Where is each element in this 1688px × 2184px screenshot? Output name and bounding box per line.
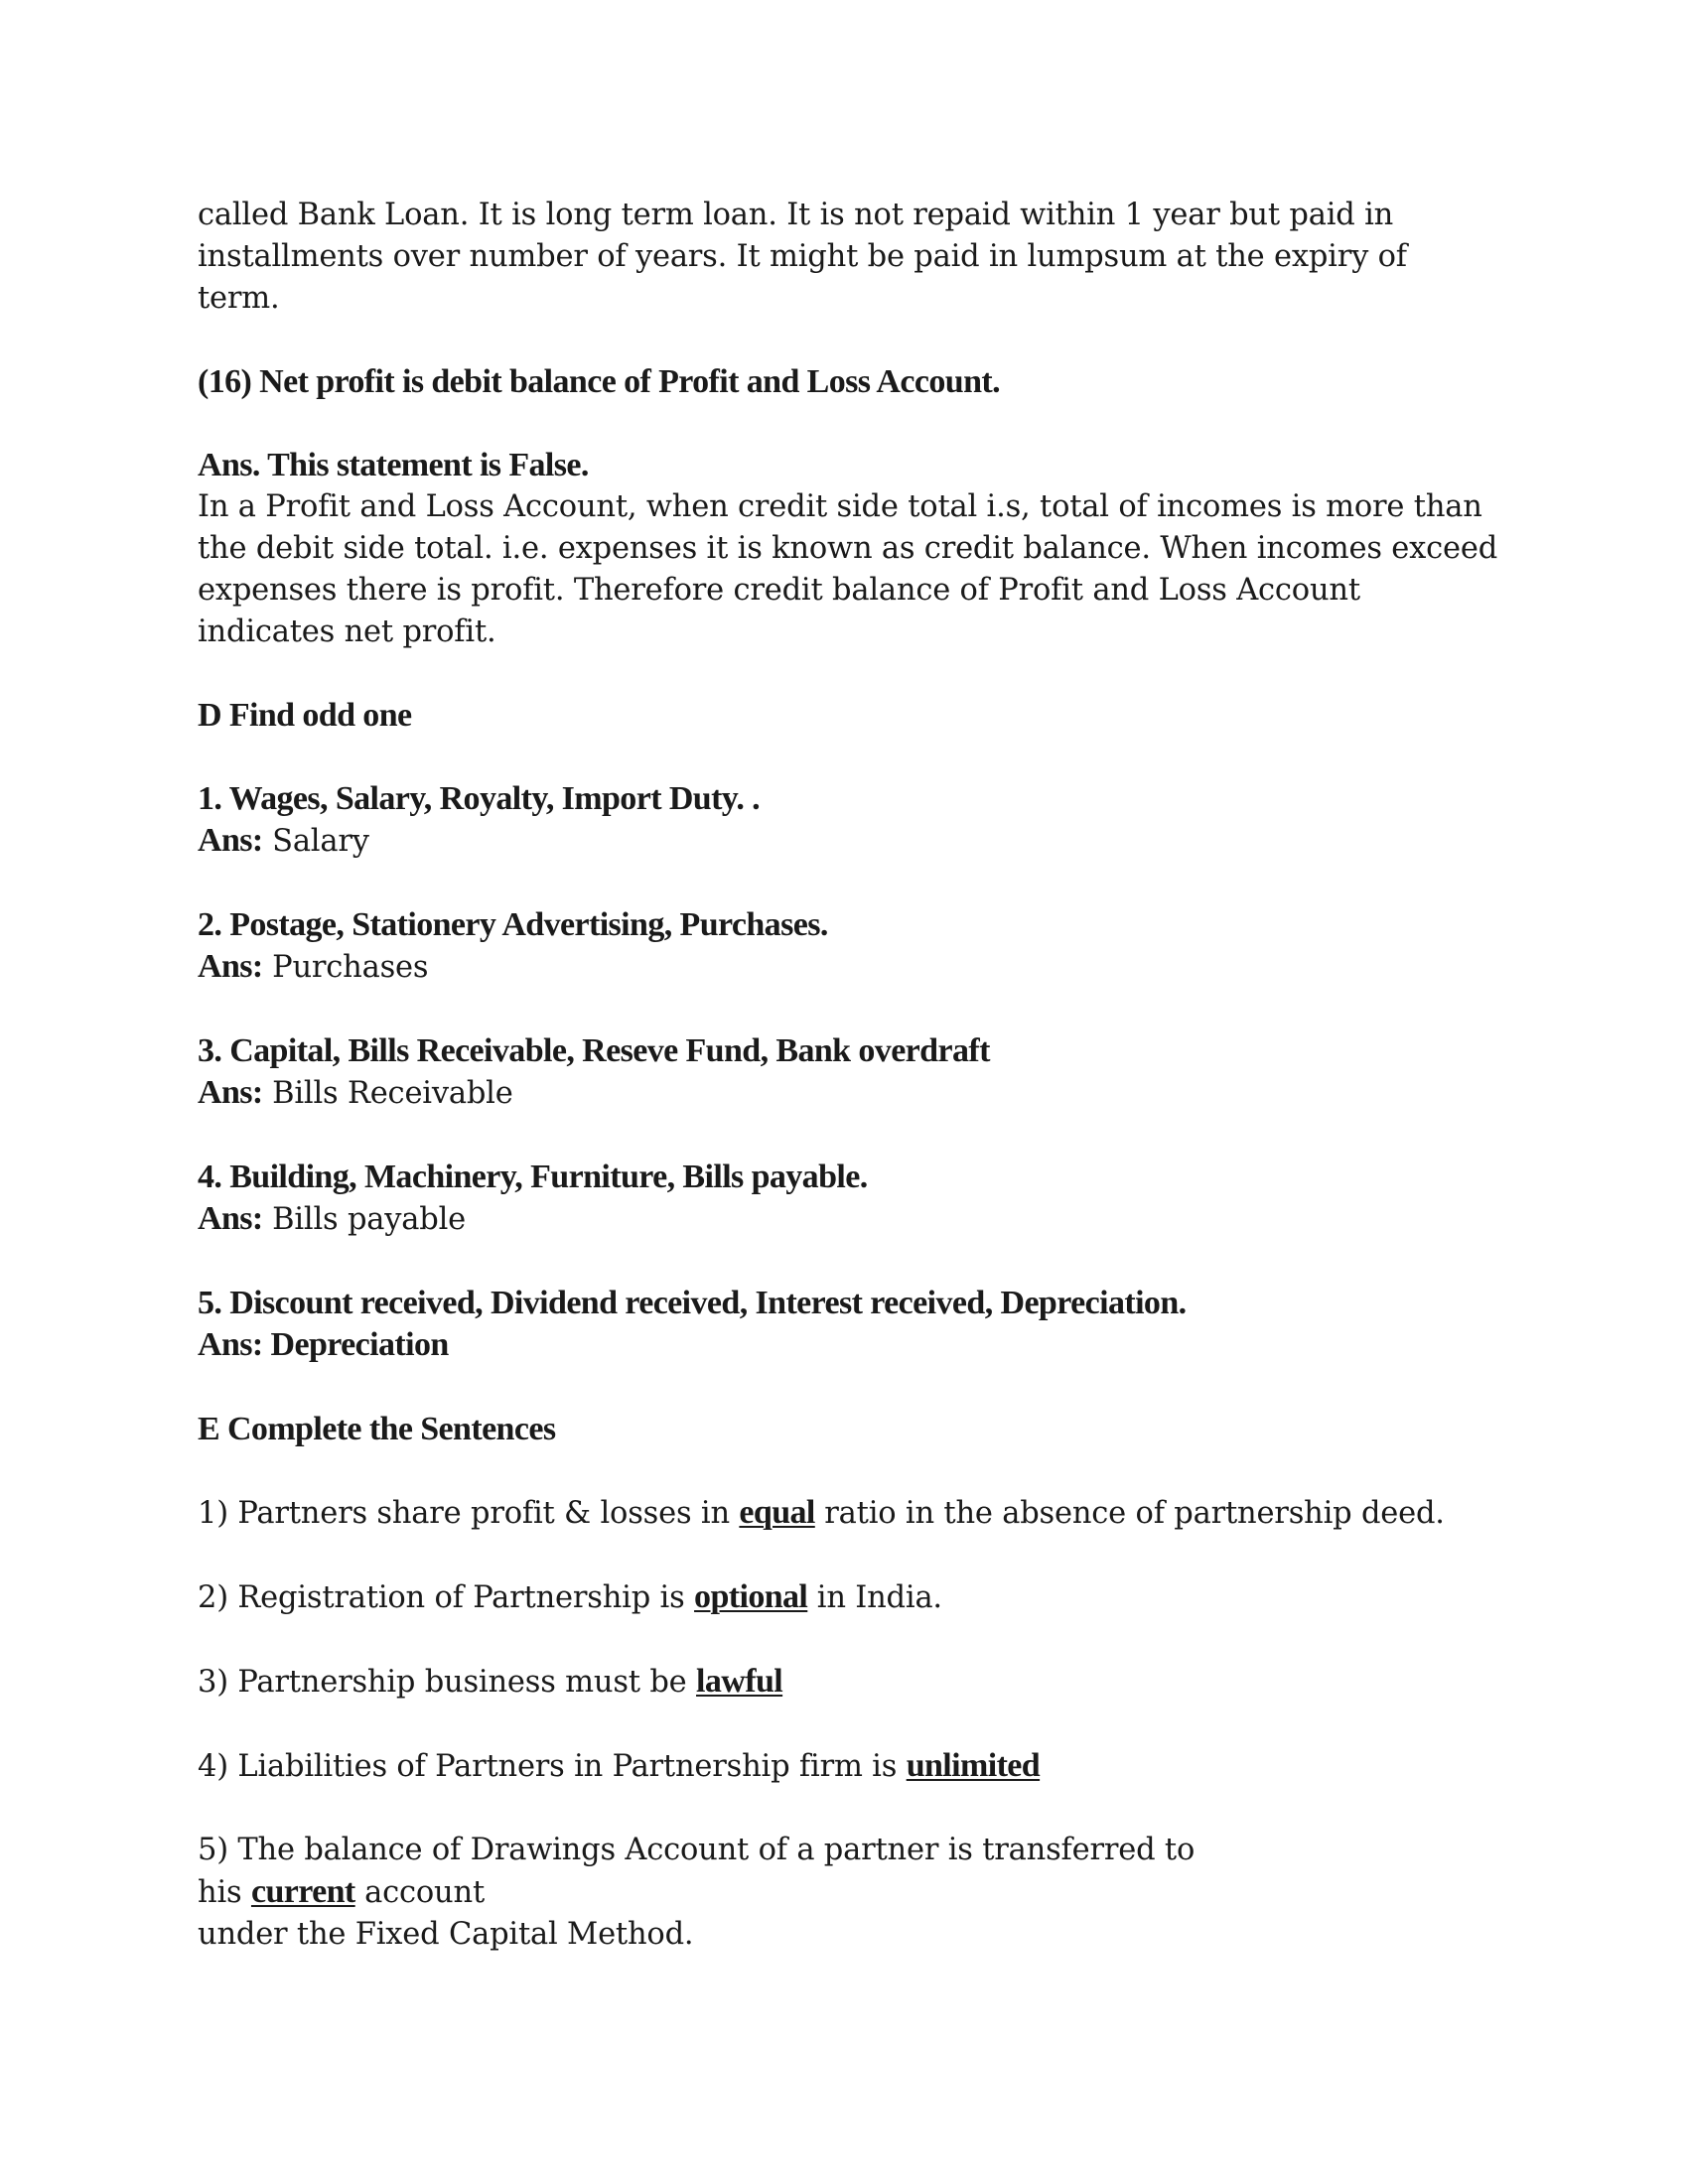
- answer-value: Purchases: [262, 950, 429, 985]
- sentence-3: [198, 1661, 1518, 1704]
- sentence-text: in India.: [807, 1580, 942, 1615]
- answer-label: Ans:: [198, 1074, 263, 1111]
- answer-value: Salary: [262, 824, 369, 859]
- odd-one-answer: [198, 1198, 1518, 1241]
- odd-one-answer: [198, 1072, 1518, 1115]
- question-16: (16) Net profit is debit balance of Profit and Loss Account.: [198, 363, 1001, 400]
- intro-line: called Bank Loan. It is long term loan. It is not repaid within 1 year but paid in: [198, 198, 1394, 232]
- answer-label: Ans: Depreciation: [198, 1326, 449, 1363]
- answer-16-line: expenses there is profit. Therefore credit balance of Profit and Loss Account: [198, 573, 1360, 608]
- sentence-text: 3) Partnership business must be: [198, 1665, 697, 1700]
- answer-16-line: In a Profit and Loss Account, when credit side total i.s, total of incomes is more than: [198, 489, 1482, 524]
- blank-answer: lawful: [696, 1663, 783, 1700]
- blank-answer: equal: [739, 1494, 815, 1531]
- sentence-text: account: [354, 1875, 486, 1910]
- intro-line: term.: [198, 281, 280, 316]
- sentence-text: his: [198, 1875, 251, 1910]
- odd-one-question: 4. Building, Machinery, Furniture, Bills payable.: [198, 1159, 868, 1195]
- section-e-heading: E Complete the Sentences: [198, 1411, 556, 1447]
- sentence-text: 4) Liabilities of Partners in Partnership firm is: [198, 1749, 907, 1784]
- answer-value: Bills payable: [262, 1202, 466, 1237]
- sentence-text: 1) Partners share profit & losses in: [198, 1496, 740, 1531]
- sentence-4: [198, 1745, 1518, 1788]
- sentence-5-line: 5) The balance of Drawings Account of a partner is transferred to: [198, 1833, 1196, 1867]
- answer-label: Ans:: [198, 948, 263, 985]
- sentence-text: ratio in the absence of partnership deed.: [814, 1496, 1445, 1531]
- blank-answer: unlimited: [906, 1747, 1041, 1784]
- odd-one-question: 1. Wages, Salary, Royalty, Import Duty. .: [198, 780, 761, 817]
- odd-one-answer: [198, 946, 1518, 989]
- answer-value: Bills Receivable: [262, 1076, 513, 1111]
- odd-one-question: 5. Discount received, Dividend received, Interest received, Depreciation.: [198, 1285, 1187, 1321]
- sentence-5-line: under the Fixed Capital Method.: [198, 1917, 694, 1952]
- odd-one-question: 3. Capital, Bills Receivable, Reseve Fund, Bank overdraft: [198, 1032, 990, 1069]
- answer-16-heading: Ans. This statement is False.: [198, 447, 589, 483]
- answer-label: Ans:: [198, 1200, 263, 1237]
- answer-16-line: indicates net profit.: [198, 614, 496, 649]
- odd-one-answer: [198, 1324, 1518, 1367]
- sentence-text: 2) Registration of Partnership is: [198, 1580, 695, 1615]
- blank-answer: current: [250, 1873, 355, 1910]
- sentence-5: [198, 1871, 1518, 1914]
- odd-one-answer: [198, 820, 1518, 863]
- sentence-1: [198, 1492, 1518, 1535]
- answer-label: Ans:: [198, 822, 263, 859]
- answer-16-line: the debit side total. i.e. expenses it is known as credit balance. When incomes exceed: [198, 531, 1498, 566]
- sentence-2: [198, 1576, 1518, 1619]
- blank-answer: optional: [694, 1578, 808, 1615]
- intro-line: installments over number of years. It might be paid in lumpsum at the expiry of: [198, 239, 1407, 274]
- odd-one-question: 2. Postage, Stationery Advertising, Purchases.: [198, 906, 828, 943]
- document-page: [198, 195, 1518, 1956]
- section-d-heading: D Find odd one: [198, 697, 412, 734]
